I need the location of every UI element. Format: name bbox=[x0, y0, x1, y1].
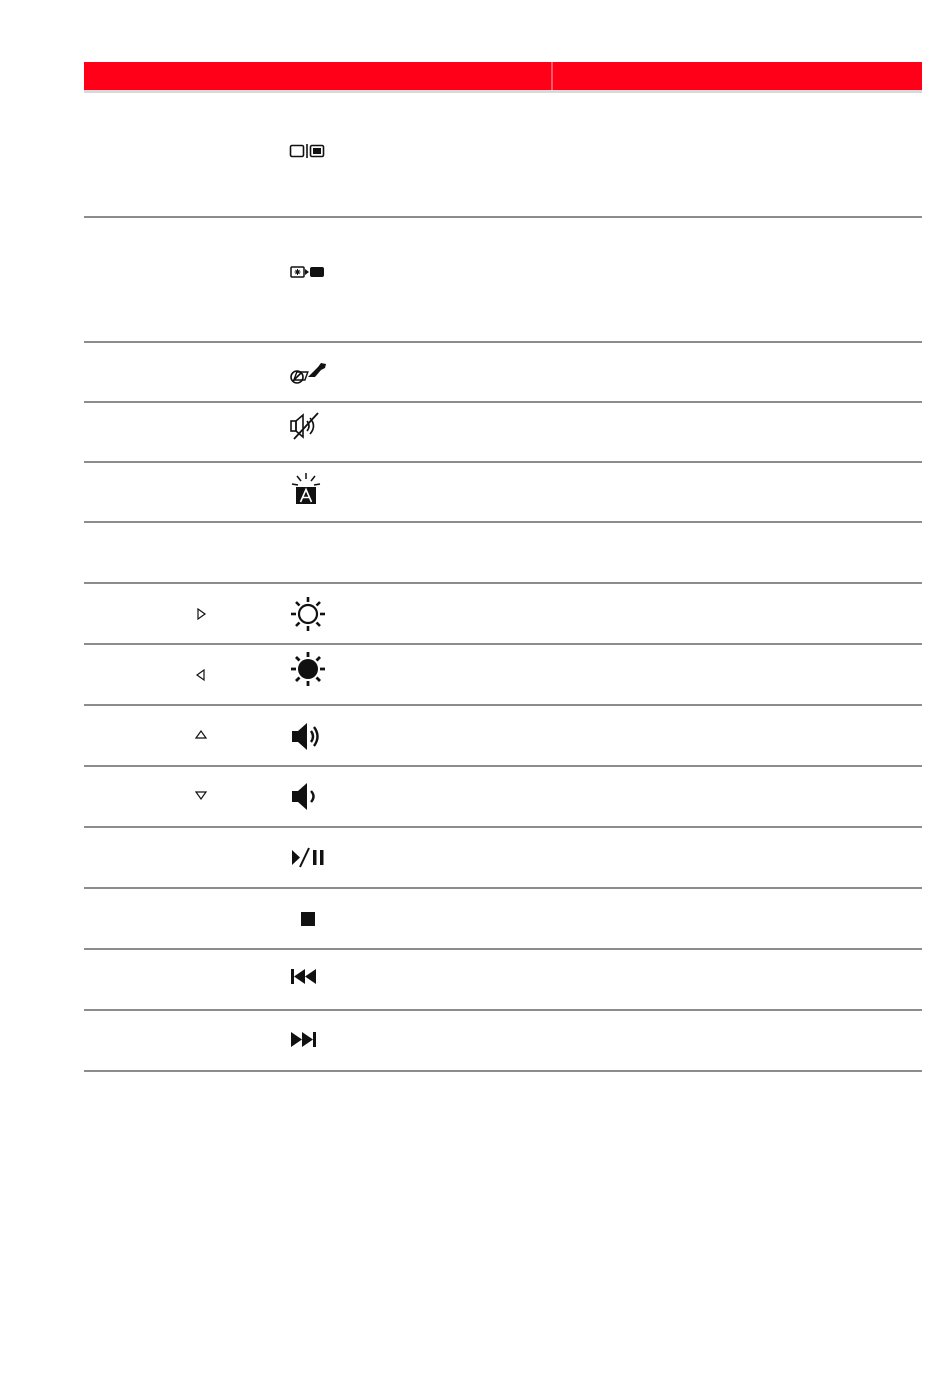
table-row bbox=[84, 950, 922, 1011]
table-row bbox=[84, 523, 922, 584]
hotkey-table bbox=[84, 62, 922, 1072]
table-row bbox=[84, 93, 922, 218]
table-row bbox=[84, 584, 922, 645]
table-row bbox=[84, 403, 922, 463]
speaker-mute-icon bbox=[288, 407, 328, 447]
screen-blank-icon bbox=[288, 252, 328, 292]
table-row bbox=[84, 1011, 922, 1072]
table-row bbox=[84, 463, 922, 523]
display-toggle-icon bbox=[288, 131, 328, 171]
header-column-divider bbox=[551, 62, 553, 90]
table-row bbox=[84, 645, 922, 706]
brightness-up-icon bbox=[288, 594, 328, 634]
table-row bbox=[84, 767, 922, 828]
table-row bbox=[84, 706, 922, 767]
table-row bbox=[84, 218, 922, 343]
next-track-icon bbox=[288, 1021, 328, 1061]
arrow-down-icon bbox=[192, 786, 210, 804]
arrow-right-icon bbox=[192, 605, 210, 623]
table-row bbox=[84, 343, 922, 403]
brightness-down-icon bbox=[288, 649, 328, 689]
arrow-left-icon bbox=[192, 666, 210, 684]
table-row bbox=[84, 828, 922, 889]
arrow-up-icon bbox=[192, 726, 210, 744]
play-pause-icon bbox=[288, 839, 328, 879]
volume-down-icon bbox=[288, 777, 328, 817]
volume-up-icon bbox=[288, 717, 328, 757]
table-header bbox=[84, 62, 922, 93]
keyboard-backlight-icon bbox=[288, 471, 328, 511]
table-row bbox=[84, 889, 922, 950]
previous-track-icon bbox=[288, 958, 328, 998]
touchpad-toggle-icon bbox=[288, 355, 328, 395]
stop-icon bbox=[288, 900, 328, 940]
table-body bbox=[84, 93, 922, 1072]
